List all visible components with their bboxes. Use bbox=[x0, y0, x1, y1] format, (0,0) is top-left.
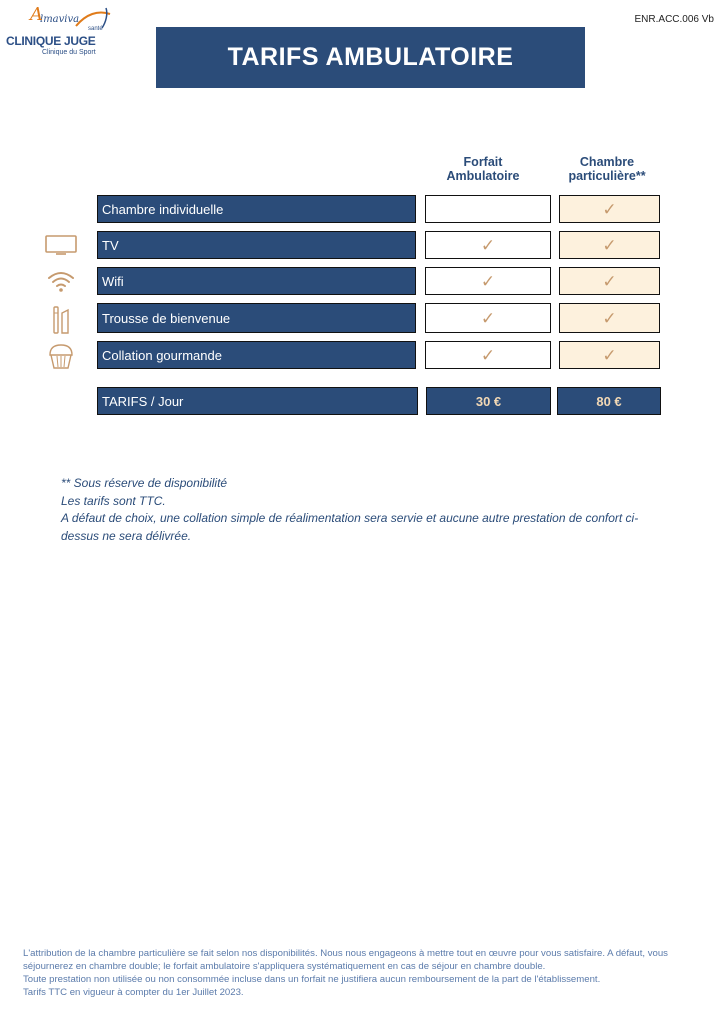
wifi-icon bbox=[44, 268, 78, 294]
row-label-chambre-individuelle: Chambre individuelle bbox=[97, 195, 416, 223]
page-title: TARIFS AMBULATOIRE bbox=[156, 27, 585, 88]
cell-chambre-trousse bbox=[559, 303, 660, 333]
row-label-collation: Collation gourmande bbox=[97, 341, 416, 369]
tv-icon bbox=[44, 232, 78, 258]
check-icon: ✓ bbox=[480, 308, 496, 328]
document-reference: ENR.ACC.006 Vb bbox=[634, 14, 714, 25]
price-forfait: 30 € bbox=[426, 387, 551, 415]
logo-brand: A lmaviva bbox=[30, 4, 80, 25]
check-icon: ✓ bbox=[602, 199, 617, 219]
cell-forfait-trousse bbox=[425, 303, 551, 333]
check-icon: ✓ bbox=[480, 235, 496, 255]
logo-subtitle: Clinique du Sport bbox=[42, 49, 96, 56]
check-icon: ✓ bbox=[602, 308, 617, 328]
column-header-forfait: Forfait Ambulatoire bbox=[446, 155, 520, 183]
cell-chambre-tv bbox=[559, 231, 660, 259]
clinic-logo bbox=[6, 4, 106, 56]
cell-chambre-chambre-individuelle bbox=[559, 195, 660, 223]
footer-remboursement: Toute prestation non utilisée ou non consommée incluse dans un forfait ne justifiera aucun remboursement de la part de l'établissement. bbox=[23, 974, 601, 985]
cell-forfait-wifi bbox=[425, 267, 551, 295]
row-label-wifi: Wifi bbox=[97, 267, 416, 295]
footer bbox=[23, 947, 707, 999]
toiletry-icon bbox=[44, 305, 78, 335]
price-chambre: 80 € bbox=[557, 387, 661, 415]
cell-forfait-chambre-individuelle bbox=[425, 195, 551, 223]
note-availability: ** Sous réserve de disponibilité bbox=[61, 476, 228, 490]
cell-chambre-wifi bbox=[559, 267, 660, 295]
footer-attribution: L'attribution de la chambre particulière se fait selon nos disponibilités. Nous nous engageons à mettre tout en œuvre pour vous satisfaire. A défaut, vous séjournerez en chambre double; le forfait ambulatoire s'appliquera systématiquement en cas de séjour en chambre double. bbox=[23, 948, 668, 972]
check-icon: ✓ bbox=[480, 345, 496, 365]
cell-forfait-tv bbox=[425, 231, 551, 259]
check-icon: ✓ bbox=[480, 271, 496, 291]
check-icon: ✓ bbox=[602, 345, 617, 365]
cell-chambre-collation bbox=[559, 341, 660, 369]
check-icon: ✓ bbox=[602, 235, 617, 255]
row-label-tv: TV bbox=[97, 231, 416, 259]
cell-forfait-collation bbox=[425, 341, 551, 369]
logo-brand-sub: santé bbox=[88, 26, 103, 32]
column-header-chambre: Chambre particulière** bbox=[568, 155, 646, 183]
cupcake-icon bbox=[44, 342, 78, 370]
notes bbox=[61, 475, 651, 545]
footer-validity: Tarifs TTC en vigueur à compter du 1er Juillet 2023. bbox=[23, 987, 244, 998]
note-ttc: Les tarifs sont TTC. bbox=[61, 493, 166, 508]
row-label-trousse: Trousse de bienvenue bbox=[97, 303, 416, 333]
logo-name: CLINIQUE JUGE bbox=[6, 34, 96, 48]
note-collation: A défaut de choix, une collation simple de réalimentation sera servie et aucune autre prestation de confort ci-dessus ne sera délivrée. bbox=[61, 511, 639, 543]
check-icon: ✓ bbox=[602, 271, 617, 291]
tarifs-label: TARIFS / Jour bbox=[97, 387, 418, 415]
